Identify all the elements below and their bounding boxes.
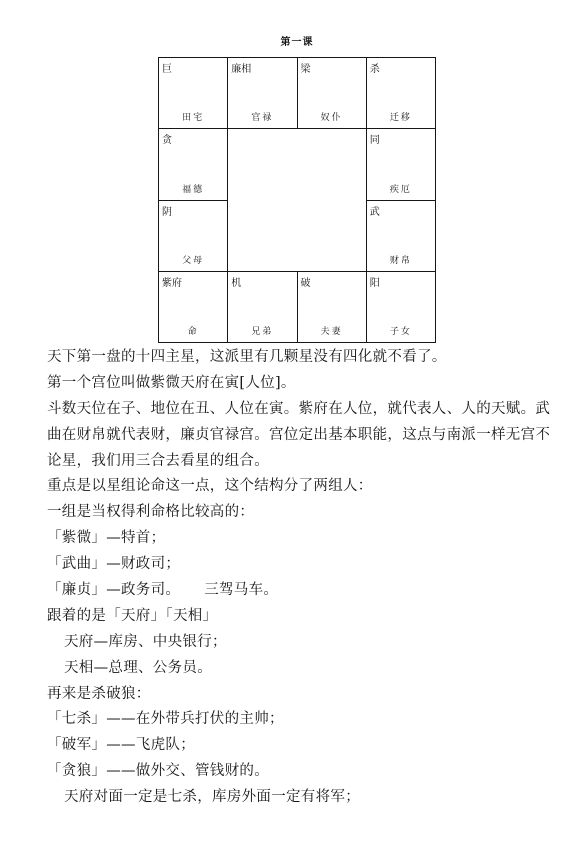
palace-cell <box>367 272 436 343</box>
body-line: 天府对面一定是七杀，库房外面一定有将军； <box>64 789 360 806</box>
palace-cell <box>367 201 436 272</box>
palace-name: 奴仆 <box>320 113 343 124</box>
palace-name: 财帛 <box>389 255 412 266</box>
star-label: 阴 <box>162 206 172 218</box>
palace-cell <box>159 129 228 200</box>
body-text <box>47 345 562 811</box>
star-label: 贪 <box>162 135 172 147</box>
palace-name: 田宅 <box>182 113 205 124</box>
body-line: 论星，我们用三合去看星的组合。 <box>47 452 269 469</box>
star-label: 梁 <box>300 64 311 75</box>
body-line: 曲在财帛就代表财，廉贞官禄宫。宫位定出基本职能，这点与南派一样无宫不 <box>47 426 551 443</box>
body-line: 一组是当权得利命格比较高的： <box>47 504 255 521</box>
palace-name: 疾厄 <box>389 184 412 195</box>
palace-cell <box>159 58 228 129</box>
body-line: 重点是以星组论命这一点，这个结构分了两组人： <box>47 478 373 495</box>
palace-cell <box>228 272 297 343</box>
star-label: 阳 <box>369 277 380 289</box>
chart-center <box>228 129 367 272</box>
palace-name: 父母 <box>182 255 205 266</box>
body-line-note: 三驾马车。 <box>204 582 279 599</box>
palace-cell <box>298 272 367 343</box>
body-line: 第一个宫位叫做紫微天府在寅[人位]。 <box>47 374 296 391</box>
star-label: 同 <box>369 135 380 147</box>
star-label: 破 <box>300 277 311 289</box>
palace-cell <box>298 58 367 129</box>
body-line: 天下第一盘的十四主星，这派里有几颗星没有四化就不看了。 <box>47 349 447 365</box>
palace-cell <box>228 58 297 129</box>
star-label: 机 <box>231 277 242 289</box>
body-line: 「七杀」——在外带兵打伏的主帅； <box>47 711 284 728</box>
palace-name: 夫妻 <box>320 327 343 337</box>
palace-name: 迁移 <box>389 113 412 124</box>
body-line: 斗数天位在子、地位在丑、人位在寅。紫府在人位，就代表人、人的天赋。武 <box>47 400 551 417</box>
body-line-lianzhen <box>47 578 562 604</box>
palace-cell <box>159 272 228 343</box>
body-line: 天府—库房、中央银行； <box>64 633 227 650</box>
body-line: 再来是杀破狼： <box>47 685 151 702</box>
palace-name: 官禄 <box>251 113 274 124</box>
star-label: 杀 <box>369 64 380 75</box>
body-line: 「贪狼」——做外交、管钱财的。 <box>47 763 269 780</box>
ziwei-chart-grid <box>158 57 436 343</box>
body-line-text: 「廉贞」—政务司。 <box>47 582 181 599</box>
star-label: 武 <box>369 206 380 218</box>
body-line: 「破军」——飞虎队； <box>47 737 195 754</box>
body-line: 天相—总理、公务员。 <box>64 659 212 676</box>
star-label: 紫府 <box>162 277 182 289</box>
palace-name: 子女 <box>389 327 412 337</box>
palace-cell <box>367 58 436 129</box>
palace-cell <box>367 129 436 200</box>
chart-title: 第一课 <box>280 37 314 48</box>
palace-name: 兄弟 <box>251 327 274 337</box>
palace-cell <box>159 201 228 272</box>
star-label: 廉相 <box>231 64 252 75</box>
body-line: 跟着的是「天府」「天相」 <box>47 607 218 624</box>
palace-name: 命 <box>187 327 199 337</box>
body-line: 「紫微」—特首； <box>47 530 166 547</box>
palace-name: 福德 <box>182 184 205 195</box>
body-line: 「武曲」—财政司； <box>47 556 181 573</box>
star-label: 巨 <box>162 64 172 75</box>
